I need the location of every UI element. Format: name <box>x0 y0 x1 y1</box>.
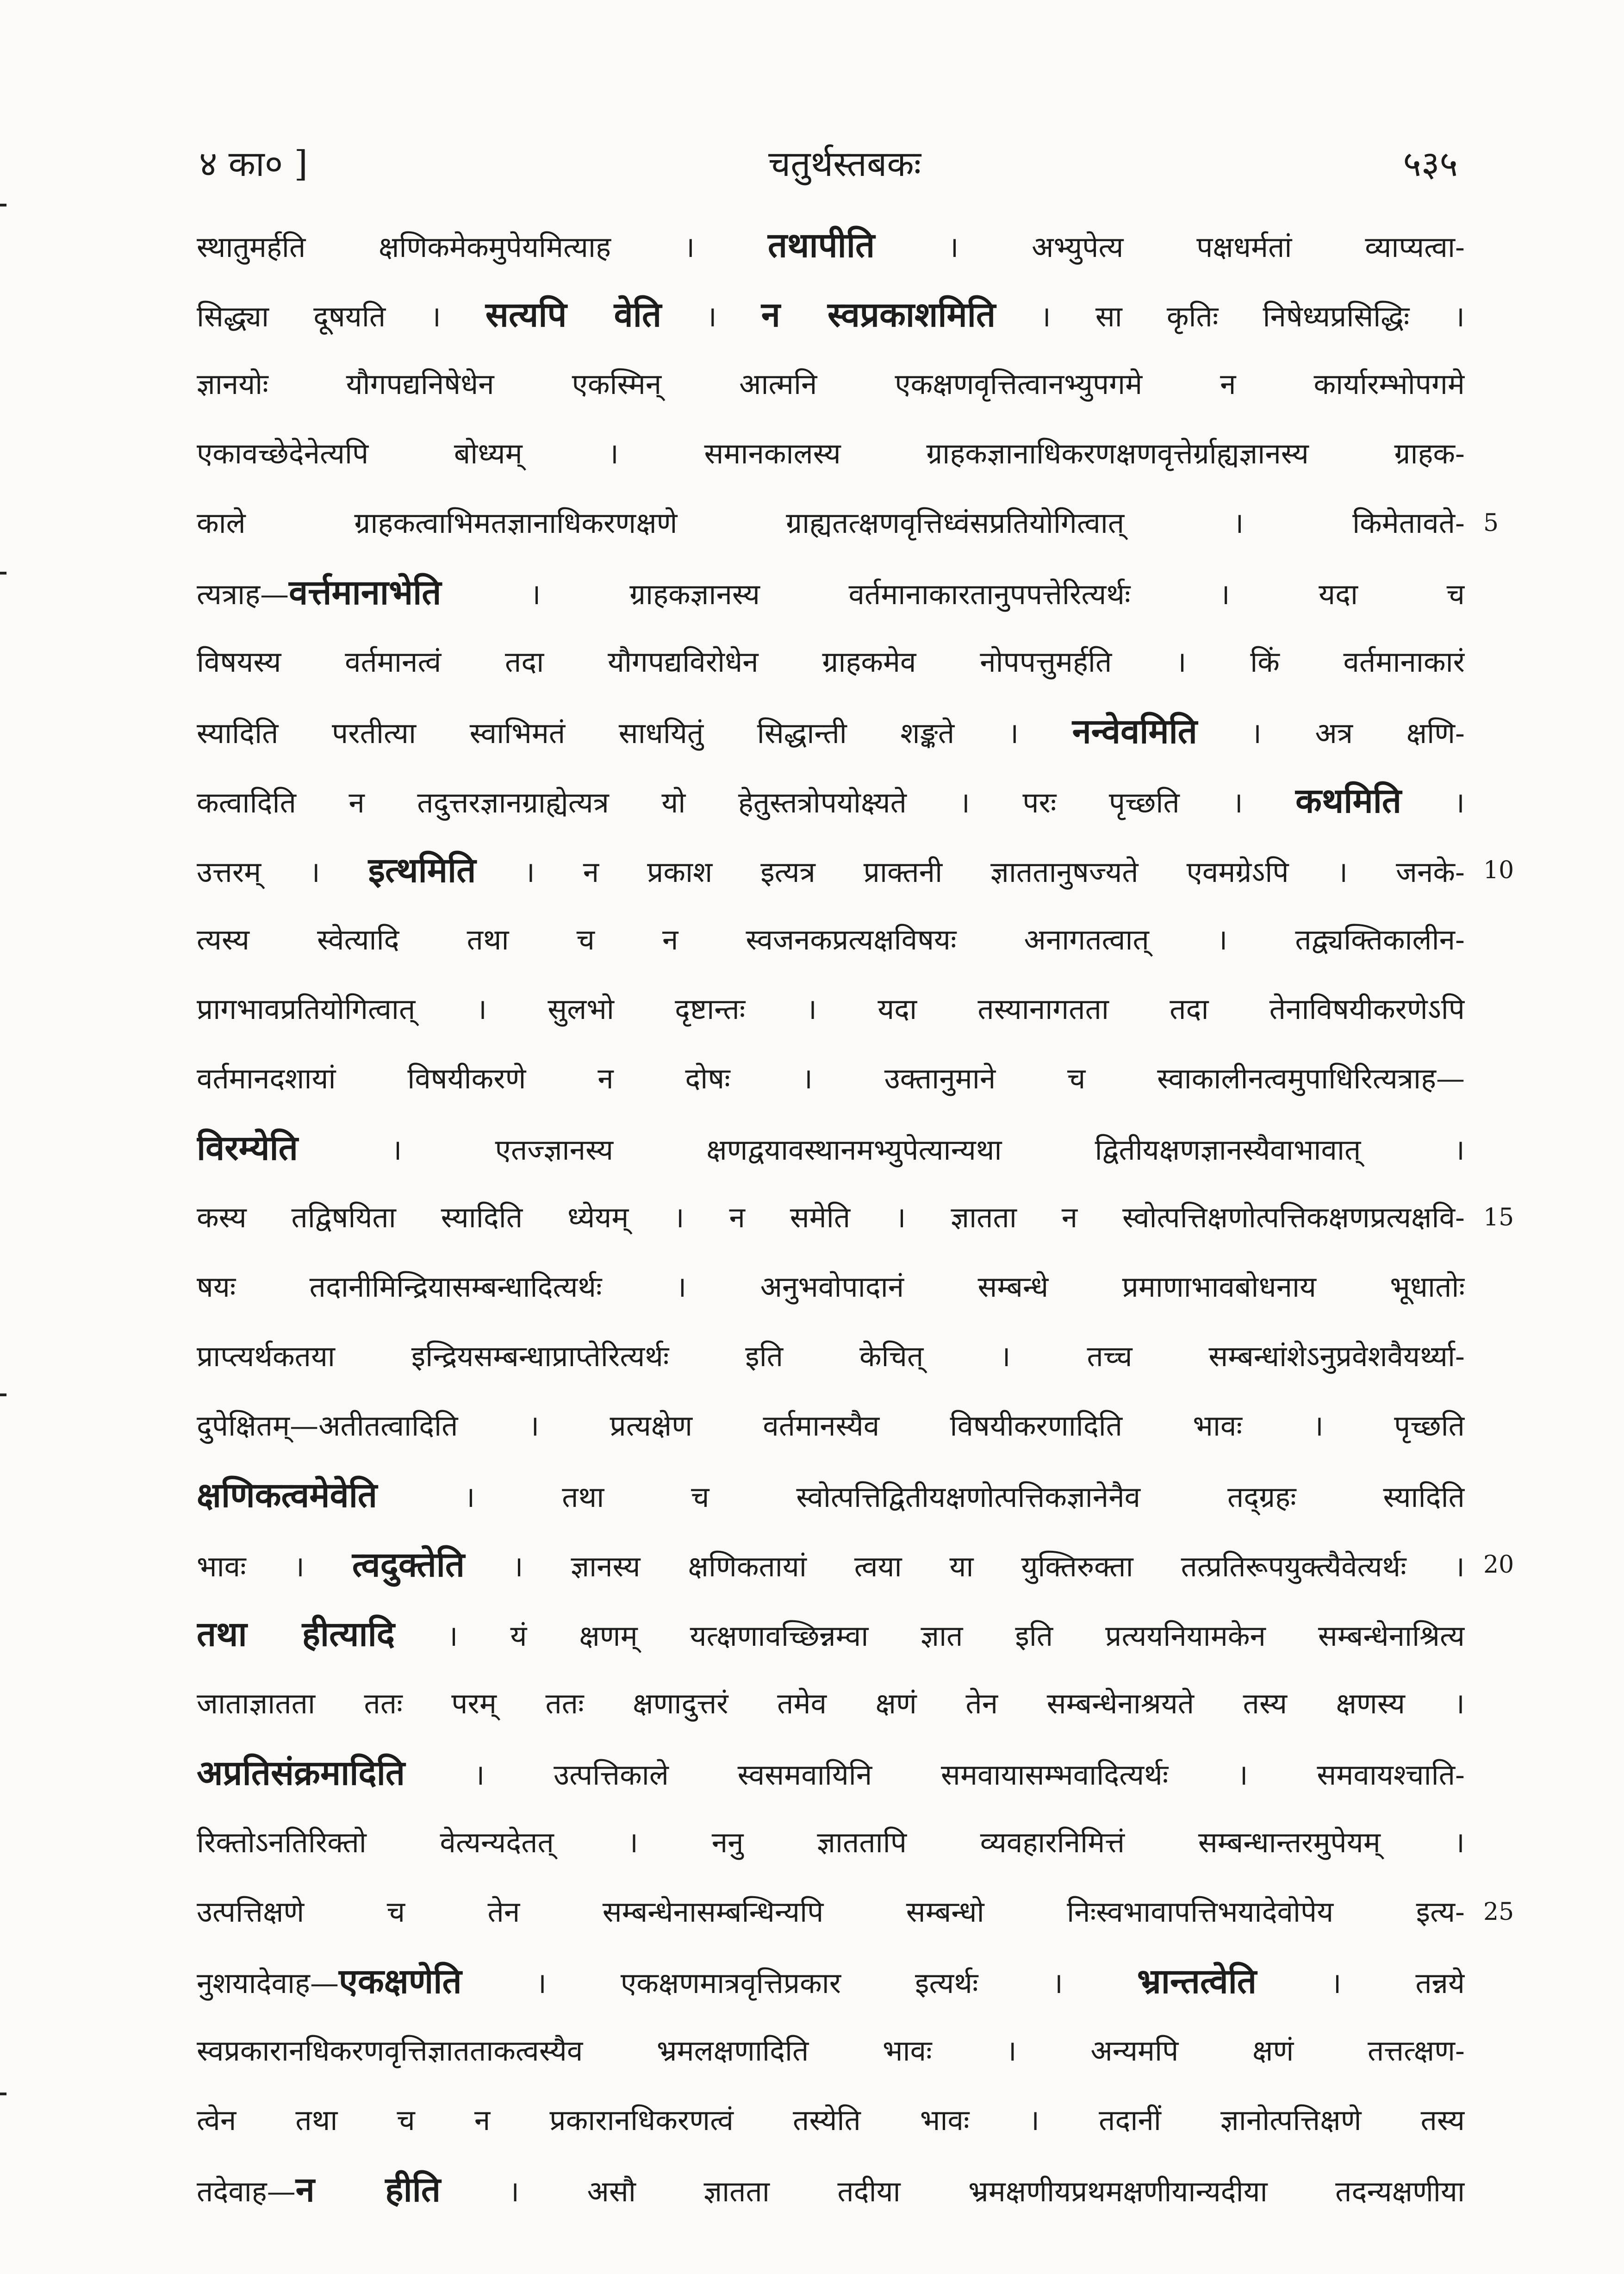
page-header <box>199 139 1458 190</box>
lemma-heading: अप्रतिसंक्रमादिति <box>197 1753 405 1793</box>
text-line <box>197 697 1465 766</box>
text-segment: । <box>661 300 761 333</box>
text-segment: वर्तमानदशायां विषयीकरणे न दोषः । उक्तानुमाने च स्वाकालीनत्वमुपाधिरित्यत्राह— <box>197 1062 1465 1095</box>
text-segment: प्राप्त्यर्थकतया इन्द्रियसम्बन्धाप्राप्तेरित्यर्थः इति केचित् । तच्च सम्बन्धांशेऽनुप्रवेशवैयर्थ्या- <box>197 1339 1465 1373</box>
text-line <box>197 1391 1465 1461</box>
text-segment: विषयस्य वर्तमानत्वं तदा यौगपद्यविरोधेन ग्राहकमेव नोपपत्तुमर्हति । किं वर्तमानाकारं <box>197 645 1465 679</box>
text-line <box>197 975 1465 1044</box>
text-segment: । सा कृतिः निषेध्यप्रसिद्धिः । <box>996 300 1465 333</box>
text-segment: । असौ ज्ञातता तदीया भ्रमक्षणीयप्रथमक्षणीयान्यदीया तदन्यक्षणीया <box>441 2174 1465 2208</box>
lemma-heading: तथा हीत्यादि <box>197 1614 395 1654</box>
text-line <box>197 1044 1465 1113</box>
lemma-heading: तथापीति <box>768 225 875 265</box>
commentary-text <box>197 211 1465 2224</box>
lemma-heading: क्षणिकत्वमेवेति <box>197 1475 378 1515</box>
text-line <box>197 488 1465 558</box>
text-segment: भावः । <box>197 1549 352 1583</box>
lemma-heading: न स्वप्रकाशमिति <box>761 295 996 335</box>
text-segment: सिद्ध्या दूषयति । <box>197 300 485 333</box>
text-segment: स्यादिति परतीत्या स्वाभिमतं साधयितुं सिद्धान्ती शङ्कते । <box>197 716 1072 750</box>
text-segment: । <box>1401 786 1465 819</box>
edge-mark <box>0 204 6 206</box>
text-line <box>197 766 1465 836</box>
text-line <box>197 350 1465 419</box>
text-segment: । यं क्षणम् यत्क्षणावच्छिन्नम्वा ज्ञात इति प्रत्ययनियामकेन सम्बन्धेनाश्रित्य <box>395 1619 1465 1653</box>
lemma-heading: वर्त्तमानाभेति <box>289 573 442 612</box>
text-segment: षयः तदानीमिन्द्रियासम्बन्धादित्यर्थः । अनुभवोपादानं सम्बन्धे प्रमाणाभावबोधनाय भूधातोः <box>197 1270 1465 1304</box>
line-number: 15 <box>1483 1204 1514 1231</box>
text-segment: एकावच्छेदेनेत्यपि बोध्यम् । समानकालस्य ग्राहकज्ञानाधिकरणक्षणवृत्तेर्ग्राह्यज्ञानस्य ग्राहक- <box>197 437 1465 470</box>
text-line <box>197 1113 1465 1183</box>
line-number: 10 <box>1483 856 1514 884</box>
lemma-heading: विरम्येति <box>197 1128 298 1168</box>
text-line <box>197 1669 1465 1738</box>
text-line <box>197 558 1465 627</box>
lemma-heading: भ्रान्तत्वेति <box>1137 1962 1257 2001</box>
text-segment: प्रागभावप्रतियोगित्वात् । सुलभो दृष्टान्तः । यदा तस्यानागतता तदा तेनाविषयीकरणेऽपि <box>197 992 1465 1026</box>
text-segment: रिक्तोऽनतिरिक्तो वेत्यन्यदेतत् । ननु ज्ञाततापि व्यवहारनिमित्तं सम्बन्धान्तरमुपेयम् । <box>197 1825 1465 1859</box>
text-segment: उत्पत्तिक्षणे च तेन सम्बन्धेनासम्बन्धिन्यपि सम्बन्धो निःस्वभावापत्तिभयादेवोपेय इत्य- <box>197 1895 1465 1929</box>
text-line <box>197 419 1465 488</box>
text-segment: स्थातुमर्हति क्षणिकमेकमुपेयमित्याह । <box>197 230 768 264</box>
text-line <box>197 1252 1465 1322</box>
text-segment: । उत्पत्तिकाले स्वसमवायिनि समवायासम्भवादित्यर्थः । समवायश्चाति- <box>405 1758 1465 1792</box>
text-segment: त्वेन तथा च न प्रकारानधिकरणत्वं तस्येति भावः । तदानीं ज्ञानोत्पत्तिक्षणे तस्य <box>197 2103 1465 2137</box>
text-segment: कस्य तद्विषयिता स्यादिति ध्येयम् । न समेति । ज्ञातता न स्वोत्पत्तिक्षणोत्पत्तिकक्षणप्रत्यक्षवि- <box>197 1200 1465 1234</box>
text-line <box>197 1461 1465 1530</box>
text-segment: । अत्र क्षणि- <box>1197 716 1465 750</box>
lemma-heading: सत्यपि वेति <box>485 295 662 335</box>
text-segment: । तथा च स्वोत्पत्तिद्वितीयक्षणोत्पत्तिकज्ञानेनैव तद्ग्रहः स्यादिति <box>377 1480 1465 1514</box>
lemma-heading: न हीति <box>295 2170 441 2210</box>
text-segment: जाताज्ञातता ततः परम् ततः क्षणादुत्तरं तमेव क्षणं तेन सम्बन्धेनाश्रयते तस्य क्षणस्य । <box>197 1687 1465 1720</box>
edge-mark <box>0 572 6 575</box>
edge-mark <box>0 1393 6 1396</box>
text-segment: कत्वादिति न तदुत्तरज्ञानग्राह्येत्यत्र यो हेतुस्तत्रोपयोक्ष्यते । परः पृच्छति । <box>197 786 1296 819</box>
text-line <box>197 1947 1465 2016</box>
line-number: 5 <box>1483 509 1499 537</box>
lemma-heading: इत्थमिति <box>368 850 476 890</box>
text-segment: । ग्राहकज्ञानस्य वर्तमानाकारतानुपपत्तेरित्यर्थः । यदा च <box>441 577 1465 611</box>
text-segment: त्यत्राह— <box>197 577 289 611</box>
text-line <box>197 1183 1465 1252</box>
text-line <box>197 211 1465 280</box>
text-segment: त्यस्य स्वेत्यादि तथा च न स्वजनकप्रत्यक्षविषयः अनागतत्वात् । तद्व्यक्तिकालीन- <box>197 923 1465 956</box>
text-segment: नुशयादेवाह— <box>197 1966 339 2000</box>
edge-mark <box>0 2093 6 2095</box>
lemma-heading: एकक्षणेति <box>338 1962 462 2001</box>
text-line <box>197 1322 1465 1391</box>
text-segment: दुपेक्षितम्—अतीतत्वादिति । प्रत्यक्षेण वर्तमानस्यैव विषयीकरणादिति भावः । पृच्छति <box>197 1409 1465 1443</box>
line-number: 25 <box>1483 1898 1514 1926</box>
text-line <box>197 280 1465 350</box>
text-segment: ज्ञानयोः यौगपद्यनिषेधेन एकस्मिन् आत्मनि एकक्षणवृत्तित्वानभ्युपगमे न कार्यारम्भोपगमे <box>197 367 1465 401</box>
text-segment: । अभ्युपेत्य पक्षधर्मतां व्याप्यत्वा- <box>875 230 1465 264</box>
text-line <box>197 627 1465 697</box>
text-segment: तदेवाह— <box>197 2174 296 2208</box>
text-segment: । एकक्षणमात्रवृत्तिप्रकार इत्यर्थः । <box>461 1966 1137 2000</box>
text-line <box>197 1808 1465 1877</box>
text-line <box>197 2155 1465 2224</box>
text-line <box>197 836 1465 905</box>
line-number: 20 <box>1483 1551 1514 1579</box>
running-title: चतुर्थस्तबकः <box>768 143 921 184</box>
chapter-reference: ४ का० ] <box>199 143 308 184</box>
text-line <box>197 1599 1465 1669</box>
text-segment: । एतज्ज्ञानस्य क्षणद्वयावस्थानमभ्युपेत्यान्यथा द्वितीयक्षणज्ञानस्यैवाभावात् । <box>298 1133 1465 1167</box>
lemma-heading: कथमिति <box>1295 781 1402 821</box>
page-number: ५३५ <box>1403 143 1458 184</box>
text-segment: । न प्रकाश इत्यत्र प्राक्तनी ज्ञाततानुषज्यते एवमग्रेऽपि । जनके- <box>476 855 1465 889</box>
lemma-heading: नन्वेवमिति <box>1072 712 1197 751</box>
text-line <box>197 2016 1465 2086</box>
text-line <box>197 1530 1465 1599</box>
text-segment: । तन्नये <box>1257 1966 1465 2000</box>
text-line <box>197 2086 1465 2155</box>
text-segment: काले ग्राहकत्वाभिमतज्ञानाधिकरणक्षणे ग्राह्यतत्क्षणवृत्तिध्वंसप्रतियोगित्वात् । किमेतावते- <box>197 506 1465 540</box>
text-segment: स्वप्रकारानधिकरणवृत्तिज्ञातताकत्वस्यैव भ्रमलक्षणादिति भावः । अन्यमपि क्षणं तत्तत्क्षण- <box>197 2034 1465 2068</box>
text-line <box>197 1877 1465 1947</box>
text-segment: । ज्ञानस्य क्षणिकतायां त्वया या युक्तिरुक्ता तत्प्रतिरूपयुक्त्यैवेत्यर्थः । <box>465 1549 1465 1583</box>
text-line <box>197 1738 1465 1808</box>
text-segment: उत्तरम् । <box>197 855 368 889</box>
lemma-heading: त्वदुक्तेति <box>352 1545 465 1585</box>
text-line <box>197 905 1465 975</box>
